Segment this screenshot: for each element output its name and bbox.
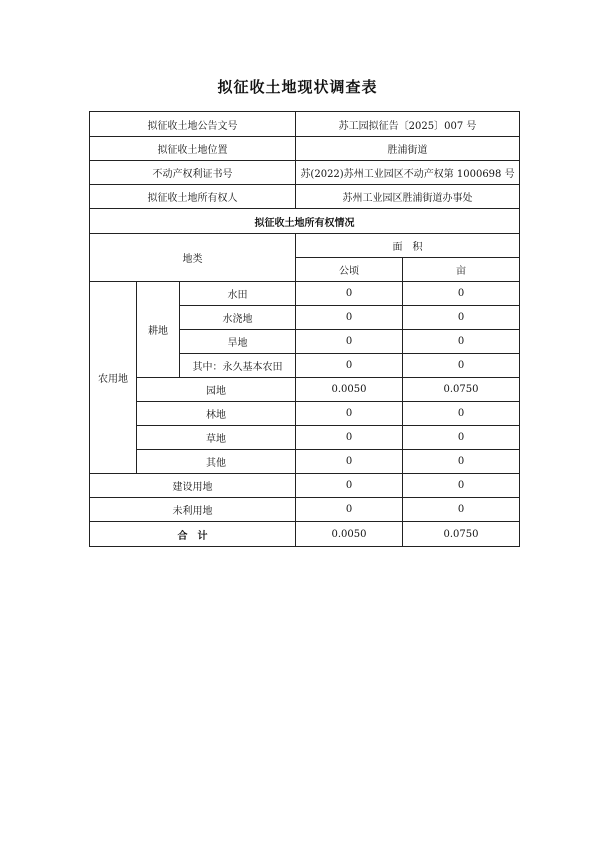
agri-label: 农用地 [90, 282, 137, 474]
area-mu: 0 [403, 450, 520, 474]
total-label: 合 计 [90, 522, 296, 547]
land-type-name: 林地 [137, 402, 296, 426]
land-type-name: 建设用地 [90, 474, 296, 498]
area-hectare: 0.0050 [296, 378, 403, 402]
section-title: 拟征收土地所有权情况 [90, 209, 520, 234]
land-type-name: 旱地 [180, 330, 296, 354]
area-mu: 0 [403, 426, 520, 450]
land-type-name: 草地 [137, 426, 296, 450]
table-row [90, 474, 520, 498]
table-row [90, 378, 520, 402]
table-row [90, 426, 520, 450]
area-mu: 0 [403, 474, 520, 498]
info-label: 拟征收土地位置 [90, 137, 296, 161]
area-mu: 0 [403, 306, 520, 330]
land-type-name: 其他 [137, 450, 296, 474]
header-land-type: 地类 [90, 234, 296, 282]
info-value: 苏工园拟征告〔2025〕007 号 [296, 112, 520, 137]
table-row [90, 185, 520, 209]
table-row [90, 161, 520, 185]
area-hectare: 0 [296, 474, 403, 498]
table-row [90, 282, 520, 306]
cultivated-label: 耕地 [137, 282, 180, 378]
info-label: 拟征收土地公告文号 [90, 112, 296, 137]
table-row [90, 112, 520, 137]
table-row [90, 402, 520, 426]
total-mu: 0.0750 [403, 522, 520, 547]
header-mu: 亩 [403, 258, 520, 282]
page-title: 拟征收土地现状调查表 [217, 78, 378, 96]
info-value: 苏(2022)苏州工业园区不动产权第 1000698 号 [296, 161, 520, 185]
table-row [90, 234, 520, 258]
total-hectare: 0.0050 [296, 522, 403, 547]
area-hectare: 0 [296, 498, 403, 522]
area-mu: 0 [403, 330, 520, 354]
area-mu: 0 [403, 354, 520, 378]
area-mu: 0 [403, 282, 520, 306]
land-type-name: 水浇地 [180, 306, 296, 330]
area-mu: 0 [403, 498, 520, 522]
area-hectare: 0 [296, 330, 403, 354]
info-value: 胜浦街道 [296, 137, 520, 161]
land-type-name: 未利用地 [90, 498, 296, 522]
land-type-name: 园地 [137, 378, 296, 402]
area-hectare: 0 [296, 450, 403, 474]
area-mu: 0.0750 [403, 378, 520, 402]
table-row [90, 522, 520, 547]
table-row [90, 137, 520, 161]
area-hectare: 0 [296, 426, 403, 450]
table-row [90, 209, 520, 234]
land-type-name: 水田 [180, 282, 296, 306]
info-label: 不动产权利证书号 [90, 161, 296, 185]
land-type-name: 其中：永久基本农田 [180, 354, 296, 378]
land-survey-table [89, 111, 520, 547]
info-value: 苏州工业园区胜浦街道办事处 [296, 185, 520, 209]
info-label: 拟征收土地所有权人 [90, 185, 296, 209]
area-hectare: 0 [296, 306, 403, 330]
header-hectare: 公顷 [296, 258, 403, 282]
table-row [90, 498, 520, 522]
area-mu: 0 [403, 402, 520, 426]
header-area: 面 积 [296, 234, 520, 258]
area-hectare: 0 [296, 402, 403, 426]
table-row [90, 450, 520, 474]
area-hectare: 0 [296, 354, 403, 378]
area-hectare: 0 [296, 282, 403, 306]
